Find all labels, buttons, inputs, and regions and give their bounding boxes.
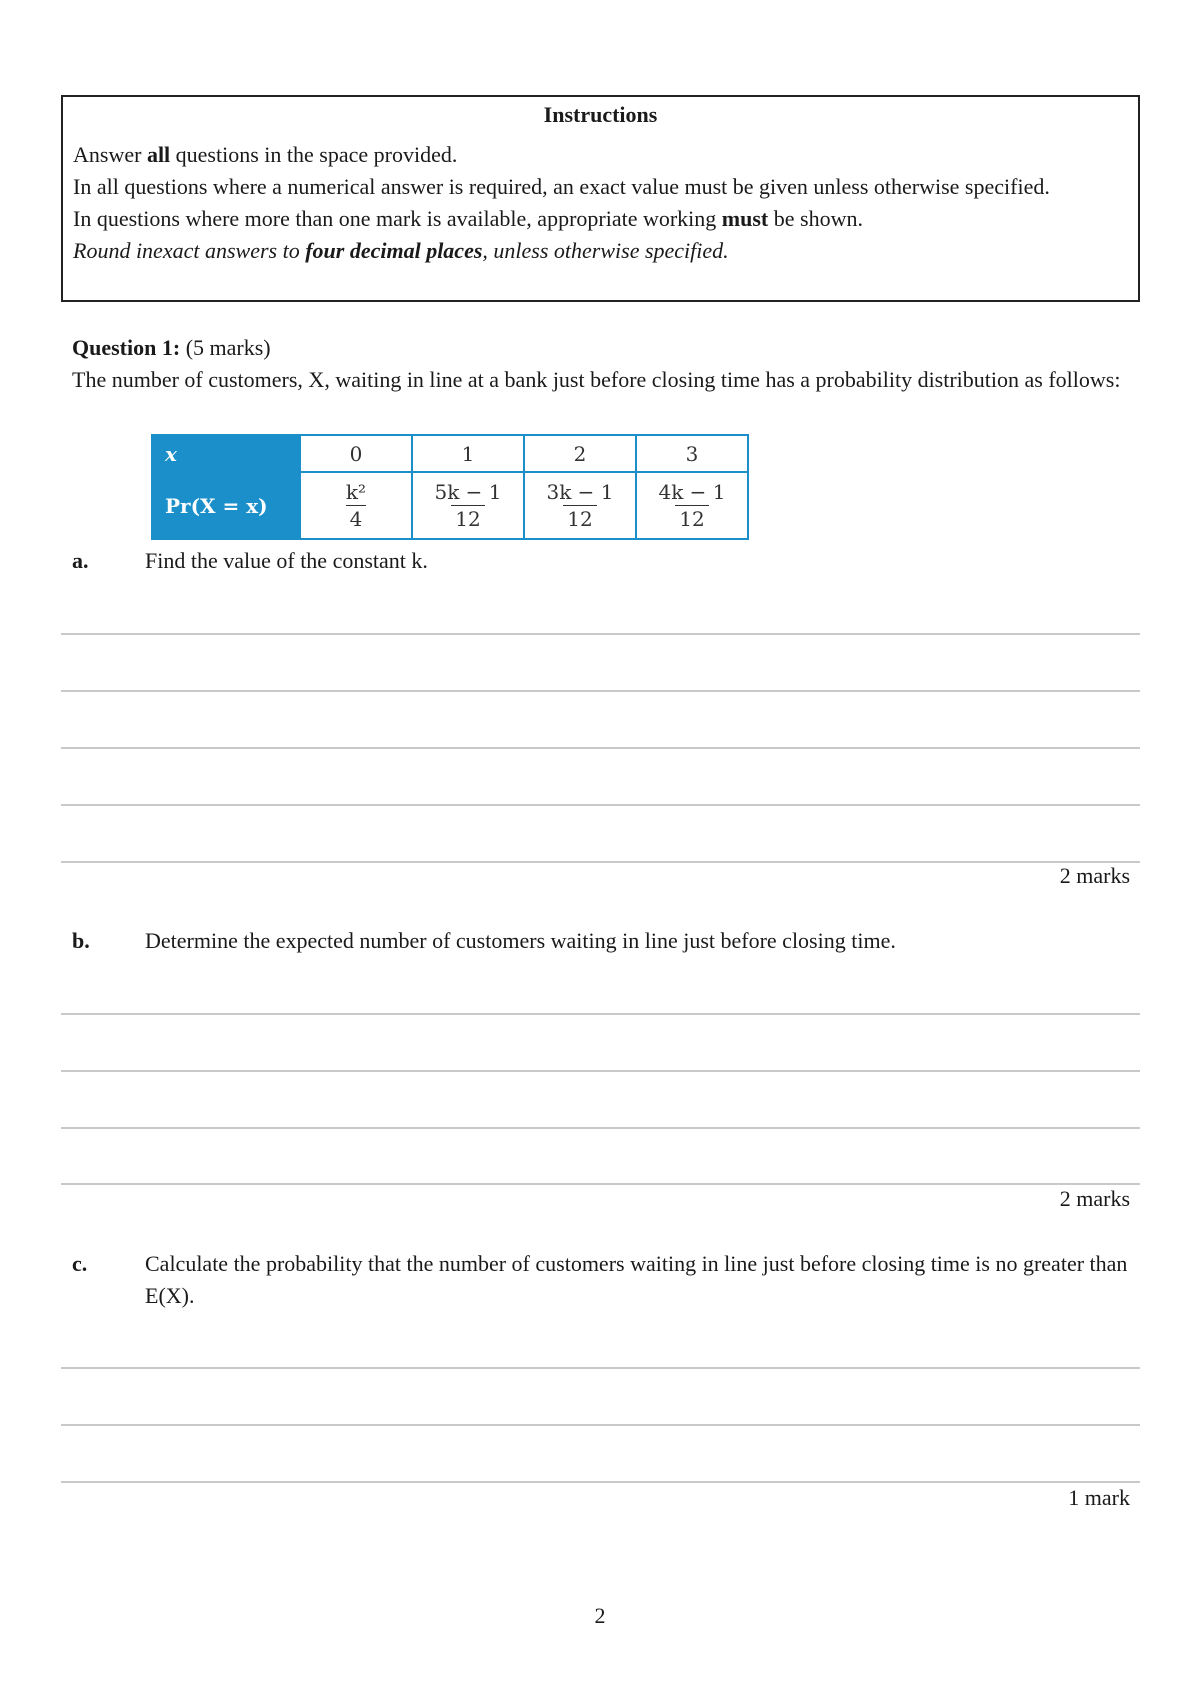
- instruction-rounding: Round inexact answers to four decimal places, unless otherwise specified.: [73, 238, 729, 263]
- table-x-value: 2: [524, 435, 636, 472]
- fraction: $\frac{5k - 1}{12}$: [434, 480, 502, 531]
- answer-line[interactable]: [61, 1481, 1140, 1483]
- table-x-value: 3: [636, 435, 748, 472]
- instruction-exact-value: In all questions where a numerical answer is required, an exact value must be given unless otherwise specified.: [73, 174, 1050, 199]
- part-c-text: Calculate the probability that the number of customers waiting in line just before closing time is no greater than E(X).: [145, 1251, 1128, 1308]
- fraction: $\frac{4k - 1}{12}$: [658, 480, 726, 531]
- fraction: $\frac{\text{k²}}{4}$: [345, 480, 367, 531]
- instructions-title: Instructions: [543, 102, 658, 127]
- part-c-label: c.: [72, 1251, 88, 1276]
- question-label: Question 1:: [72, 335, 181, 360]
- question-heading: [72, 332, 1132, 364]
- answer-line[interactable]: [61, 861, 1140, 863]
- part-a-label: a.: [72, 548, 89, 573]
- part-a-marks: 2 marks: [1059, 863, 1130, 888]
- part-b-label: b.: [72, 928, 90, 953]
- part-b-marks: 2 marks: [1059, 1186, 1130, 1211]
- probability-table: [151, 434, 749, 540]
- answer-line[interactable]: [61, 1070, 1140, 1072]
- answer-line[interactable]: [61, 1367, 1140, 1369]
- question-text: The number of customers, X, waiting in line at a bank just before closing time has a probability distribution as follows:: [72, 367, 1121, 392]
- answer-line[interactable]: [61, 690, 1140, 692]
- answer-line[interactable]: [61, 804, 1140, 806]
- table-prob-cell: [412, 472, 524, 539]
- answer-line[interactable]: [61, 1127, 1140, 1129]
- answer-line[interactable]: [61, 633, 1140, 635]
- part-b-text: Determine the expected number of customers waiting in line just before closing time.: [145, 928, 896, 953]
- table-prob-cell: [524, 472, 636, 539]
- part-c-marks: 1 mark: [1068, 1485, 1130, 1510]
- table-prob-cell: [636, 472, 748, 539]
- part-a-text: Find the value of the constant k.: [145, 548, 428, 573]
- answer-line[interactable]: [61, 1183, 1140, 1185]
- table-header-prob: Pr(X = x): [152, 472, 300, 539]
- answer-line[interactable]: [61, 1424, 1140, 1426]
- instructions-box: [61, 95, 1140, 302]
- table-x-value: 1: [412, 435, 524, 472]
- table-prob-cell: [300, 472, 412, 539]
- fraction: $\frac{3k - 1}{12}$: [546, 480, 614, 531]
- table-header-x: x: [152, 435, 300, 472]
- table-x-value: 0: [300, 435, 412, 472]
- answer-line[interactable]: [61, 1013, 1140, 1015]
- instruction-working: In questions where more than one mark is available, appropriate working must be shown.: [73, 206, 863, 231]
- page-number: 2: [594, 1603, 606, 1628]
- answer-line[interactable]: [61, 747, 1140, 749]
- question-marks: (5 marks): [185, 335, 271, 360]
- instruction-answer-all: Answer all questions in the space provided.: [73, 142, 458, 167]
